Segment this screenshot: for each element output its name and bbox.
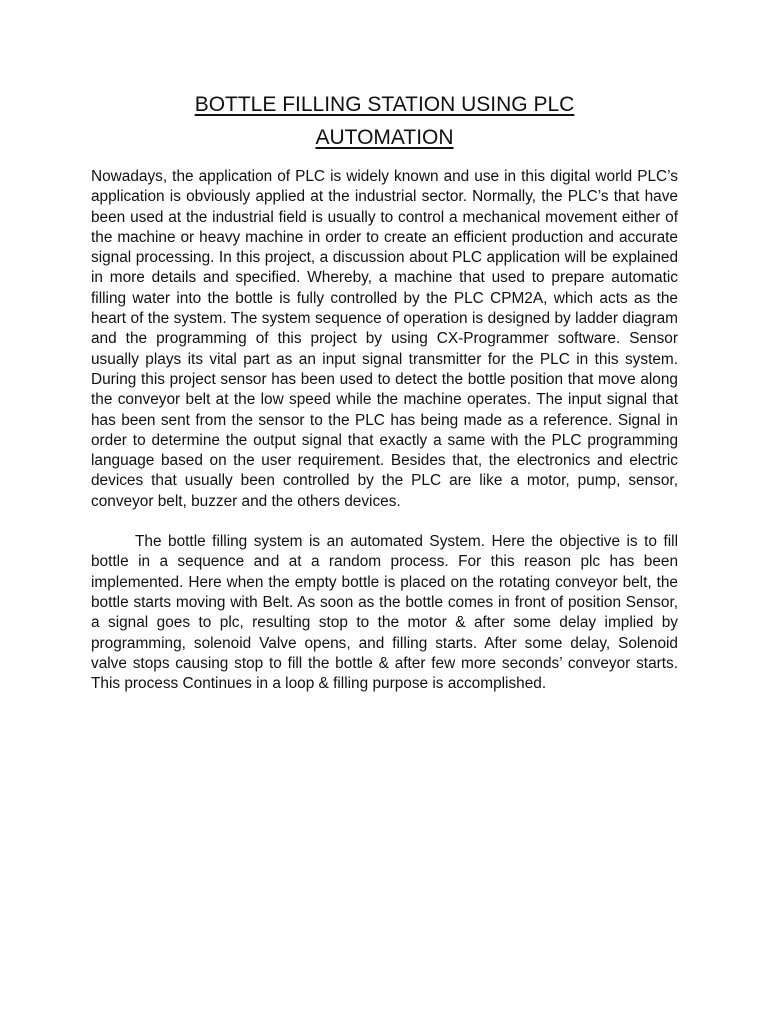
document-title: BOTTLE FILLING STATION USING PLC AUTOMATION: [194, 93, 575, 149]
document-page: [91, 88, 678, 694]
paragraph-system-description: The bottle filling system is an automated System. Here the objective is to fill bottle in a sequence and at a random process. For this reason plc has been implemented. Here when the empty bottle is placed on the rotating conveyor belt, the bottle starts moving with Belt. As soon as the bottle comes in front of position Sensor, a signal goes to plc, resulting stop to the motor & after some delay implied by programming, solenoid Valve opens, and filling starts. After some delay, Solenoid valve stops causing stop to fill the bottle & after few more seconds’ conveyor starts. This process Continues in a loop & filling purpose is accomplished.: [91, 533, 678, 693]
paragraph-intro: Nowadays, the application of PLC is widely known and use in this digital world PLC’s application is obviously applied at the industrial sector. Normally, the PLC’s that have been used at the industrial field is usually to control a mechanical movement either of the machine or heavy machine in order to create an efficient production and accurate signal processing. In this project, a discussion about PLC application will be explained in more details and specified. Whereby, a machine that used to prepare automatic filling water into the bottle is fully controlled by the PLC CPM2A, which acts as the heart of the system. The system sequence of operation is designed by ladder diagram and the programming of this project by using CX-Programmer software. Sensor usually plays its vital part as an input signal transmitter for the PLC in this system. During this project sensor has been used to detect the bottle position that move along the conveyor belt at the low speed while the machine operates. The input signal that has been sent from the sensor to the PLC has being made as a reference. Signal in order to determine the output signal that exactly a same with the PLC programming language based on the user requirement. Besides that, the electronics and electric devices that usually been controlled by the PLC are like a motor, pump, sensor, conveyor belt, buzzer and the others devices.: [91, 168, 678, 510]
